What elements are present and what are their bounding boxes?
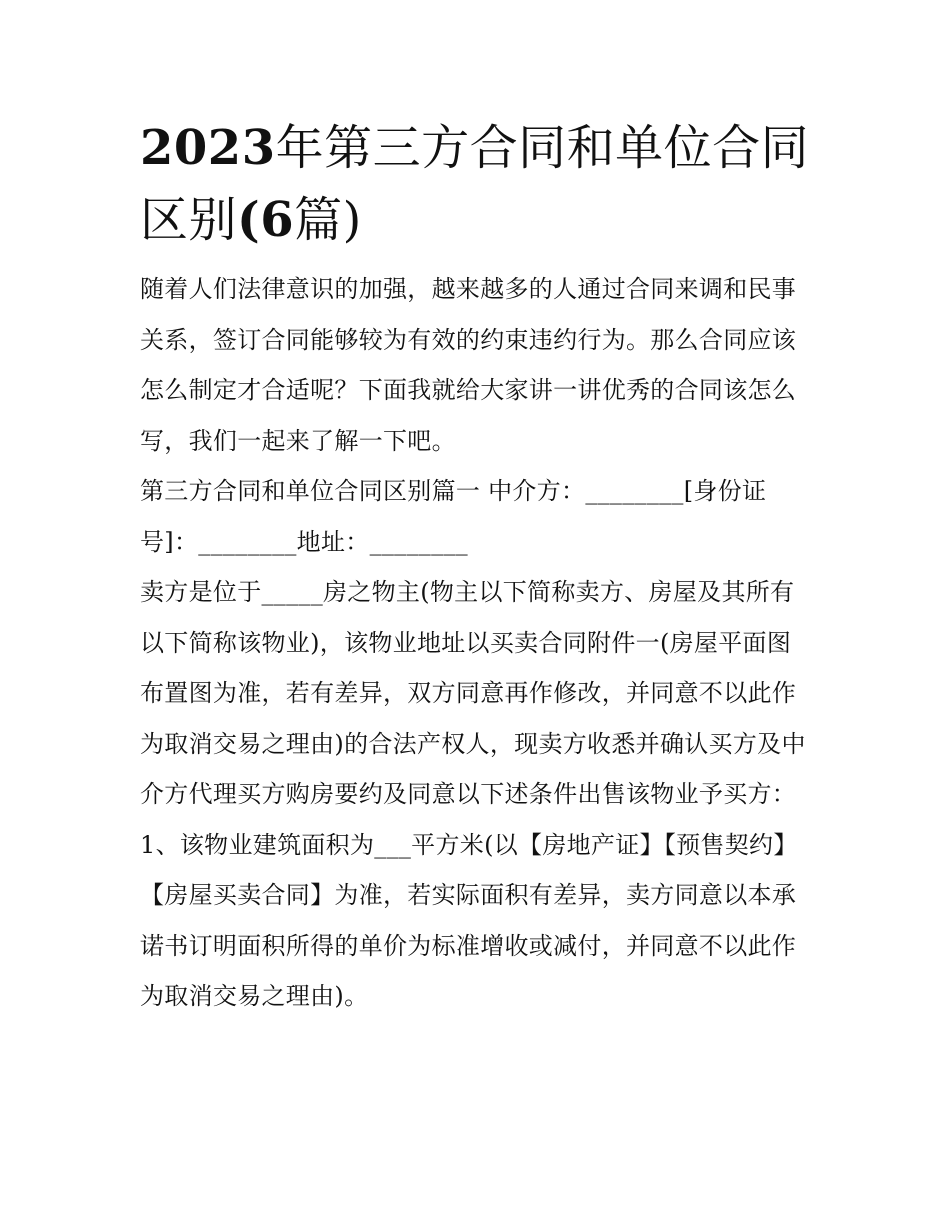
title-unit: 篇) (294, 192, 362, 248)
title-main: 年第三方合同和单位合同区别 (140, 120, 810, 248)
document-title (140, 112, 812, 256)
intro-paragraph: 随着人们法律意识的加强，越来越多的人通过合同来调和民事关系，签订合同能够较为有效的约束违约行为。那么合同应该怎么制定才合适呢？下面我就给大家讲一讲优秀的合同该怎么写，我们一起来了解一下吧。 (140, 275, 797, 455)
title-count: (6 (237, 192, 295, 248)
document-content (140, 112, 812, 1022)
seller-paragraph: 卖方是位于_____房之物主(物主以下简称卖方、房屋及其所有以下简称该物业)，该物业地址以买卖合同附件一(房屋平面图布置图为准，若有差异，双方同意再作修改，并同意不以此作为取消交易之理由)的合法产权人，现卖方收悉并确认买方及中介方代理买方购房要约及同意以下述条件出售该物业予买方： (140, 578, 806, 808)
clause-1-paragraph: 1、该物业建筑面积为___平方米(以【房地产证】【预售契约】【房屋买卖合同】为准，若实际面积有差异，卖方同意以本承诺书订明面积所得的单价为标准增收或减付，并同意不以此作为取消交易之理由)。 (140, 830, 798, 1010)
section-heading-paragraph: 第三方合同和单位合同区别篇一 中介方：________[身份证号]：________地址：________ (140, 477, 767, 556)
title-year: 2023 (140, 120, 276, 176)
